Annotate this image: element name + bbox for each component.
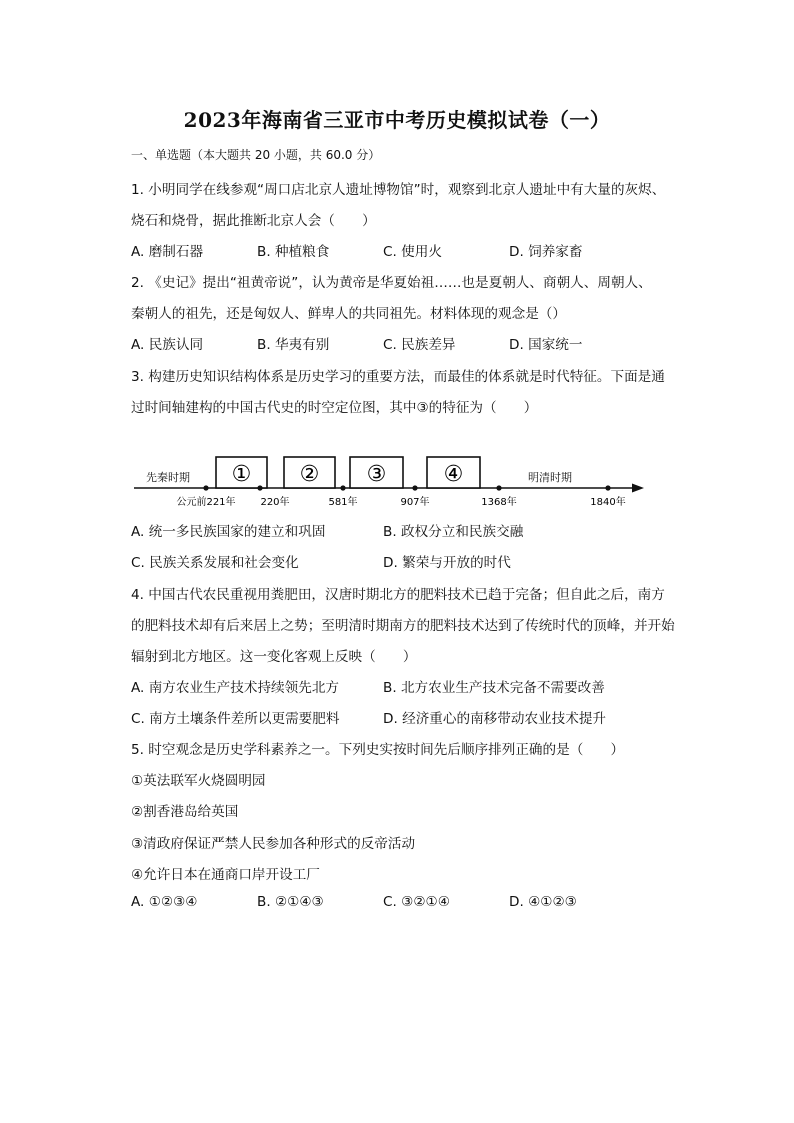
question-2-option-c: C. 民族差异 [383, 337, 456, 353]
question-5-line-1: 5. 时空观念是历史学科素养之一。下列史实按时间先后顺序排列正确的是（ ） [131, 742, 625, 758]
question-2-line-2: 秦朝人的祖先，还是匈奴人、鲜卑人的共同祖先。材料体现的观念是（） [131, 306, 566, 322]
question-4-line-3: 辐射到北方地区。这一变化客观上反映（ ） [131, 649, 417, 665]
question-3-option-c: C. 民族关系发展和社会变化 [131, 555, 299, 571]
question-1-line-1: 1. 小明同学在线参观“周口店北京人遗址博物馆”时，观察到北京人遗址中有大量的灰烬、 [131, 182, 666, 198]
history-timeline [128, 448, 648, 516]
question-5-item-4: ④允许日本在通商口岸开设工厂 [131, 867, 320, 883]
question-5-option-a: A. ①②③④ [131, 894, 198, 910]
question-1-option-b: B. 种植粮食 [257, 244, 330, 260]
question-3-line-1: 3. 构建历史知识结构体系是历史学习的重要方法，而最佳的体系就是时代特征。下面是通 [131, 369, 665, 385]
timeline-left-label: 先秦时期 [146, 471, 190, 484]
timeline-dot-3 [340, 485, 345, 490]
question-1-line-2: 烧石和烧骨，据此推断北京人会（ ） [131, 213, 376, 229]
question-2-option-b: B. 华夷有别 [257, 337, 330, 353]
timeline-arrow-icon [632, 484, 644, 493]
timeline-date-3: 581年 [328, 497, 358, 508]
question-5-option-d: D. ④①②③ [509, 894, 577, 910]
page-title: 2023年海南省三亚市中考历史模拟试卷（一） [183, 108, 611, 132]
timeline-date-2: 220年 [260, 497, 290, 508]
timeline-dot-1 [203, 485, 208, 490]
timeline-dot-4 [412, 485, 417, 490]
period-label-1: ① [231, 462, 252, 487]
question-4-line-1: 4. 中国古代农民重视用粪肥田，汉唐时期北方的肥料技术已趋于完备；但自此之后，南方 [131, 587, 665, 603]
question-5-item-3: ③清政府保证严禁人民参加各种形式的反帝活动 [131, 836, 416, 852]
timeline-dot-2 [257, 485, 262, 490]
question-5-item-2: ②割香港岛给英国 [131, 804, 239, 820]
timeline-date-4: 907年 [400, 497, 430, 508]
question-4-option-c: C. 南方土壤条件差所以更需要肥料 [131, 711, 340, 727]
question-5-item-1: ①英法联军火烧圆明园 [131, 773, 266, 789]
question-4-option-a: A. 南方农业生产技术持续领先北方 [131, 680, 340, 696]
question-2-option-a: A. 民族认同 [131, 337, 204, 353]
question-4-option-b: B. 北方农业生产技术完备不需要改善 [383, 680, 605, 696]
question-3-option-a: A. 统一多民族国家的建立和巩固 [131, 524, 326, 540]
question-3-option-d: D. 繁荣与开放的时代 [383, 555, 511, 571]
question-2-line-1: 2. 《史记》提出“祖黄帝说”，认为黄帝是华夏始祖……也是夏朝人、商朝人、周朝人、 [131, 275, 652, 291]
timeline-date-1: 公元前221年 [176, 497, 236, 508]
question-1-option-a: A. 磨制石器 [131, 244, 204, 260]
question-3-option-b: B. 政权分立和民族交融 [383, 524, 524, 540]
section-heading: 一、单选题（本大题共 20 小题，共 60.0 分） [131, 148, 381, 162]
timeline-dot-6 [605, 485, 610, 490]
question-4-option-d: D. 经济重心的南移带动农业技术提升 [383, 711, 607, 727]
question-1-option-d: D. 饲养家畜 [509, 244, 583, 260]
question-4-line-2: 的肥料技术却有后来居上之势；至明清时期南方的肥料技术达到了传统时代的顶峰，并开始 [131, 618, 675, 634]
period-label-4: ④ [443, 462, 464, 487]
question-2-option-d: D. 国家统一 [509, 337, 583, 353]
timeline-date-6: 1840年 [590, 497, 626, 508]
question-3-line-2: 过时间轴建构的中国古代史的时空定位图，其中③的特征为（ ） [131, 400, 538, 416]
period-label-2: ② [299, 462, 320, 487]
period-label-3: ③ [366, 462, 387, 487]
question-5-option-c: C. ③②①④ [383, 894, 450, 910]
question-1-option-c: C. 使用火 [383, 244, 442, 260]
question-5-option-b: B. ②①④③ [257, 894, 324, 910]
timeline-right-label: 明清时期 [528, 471, 572, 484]
timeline-dot-5 [496, 485, 501, 490]
timeline-date-5: 1368年 [481, 497, 517, 508]
